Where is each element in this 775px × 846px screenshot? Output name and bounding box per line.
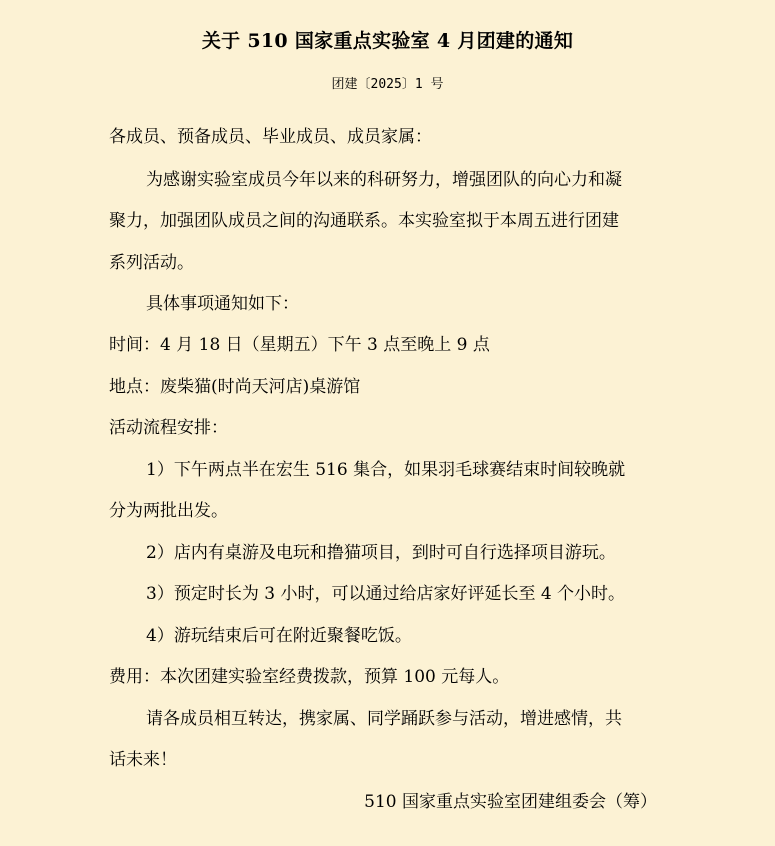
schedule-step-2: 2）店内有桌游及电玩和撸猫项目，到时可自行选择项目游玩。 (146, 543, 616, 563)
schedule-heading: 活动流程安排： (109, 418, 228, 438)
intro-paragraph-line-1: 为感谢实验室成员今年以来的科研努力，增强团队的向心力和凝 (146, 170, 622, 190)
schedule-step-1-line-1: 1）下午两点半在宏生 516 集合，如果羽毛球赛结束时间较晚就 (146, 460, 626, 480)
cost-line: 费用：本次团建实验室经费拨款，预算 100 元每人。 (109, 667, 510, 687)
closing-paragraph-line-1: 请各成员相互转达，携家属、同学踊跃参与活动，增进感情，共 (146, 709, 622, 729)
details-heading: 具体事项通知如下： (146, 294, 299, 314)
schedule-step-1-line-2: 分为两批出发。 (109, 501, 228, 521)
location-line: 地点：废柴猫(时尚天河店)桌游馆 (109, 377, 361, 397)
schedule-step-4: 4）游玩结束后可在附近聚餐吃饭。 (146, 626, 412, 646)
intro-paragraph-line-2: 聚力，加强团队成员之间的沟通联系。本实验室拟于本周五进行团建 (109, 211, 619, 231)
document-title: 关于 510 国家重点实验室 4 月团建的通知 (201, 30, 574, 52)
document-number: 团建〔2025〕1 号 (331, 77, 444, 92)
signature: 510 国家重点实验室团建组委会（筹） (364, 792, 657, 812)
time-line: 时间：4 月 18 日（星期五）下午 3 点至晚上 9 点 (109, 335, 490, 355)
salutation: 各成员、预备成员、毕业成员、成员家属： (109, 127, 432, 147)
schedule-step-3: 3）预定时长为 3 小时，可以通过给店家好评延长至 4 个小时。 (146, 584, 626, 604)
closing-paragraph-line-2: 话未来！ (109, 750, 177, 770)
intro-paragraph-line-3: 系列活动。 (109, 253, 194, 273)
